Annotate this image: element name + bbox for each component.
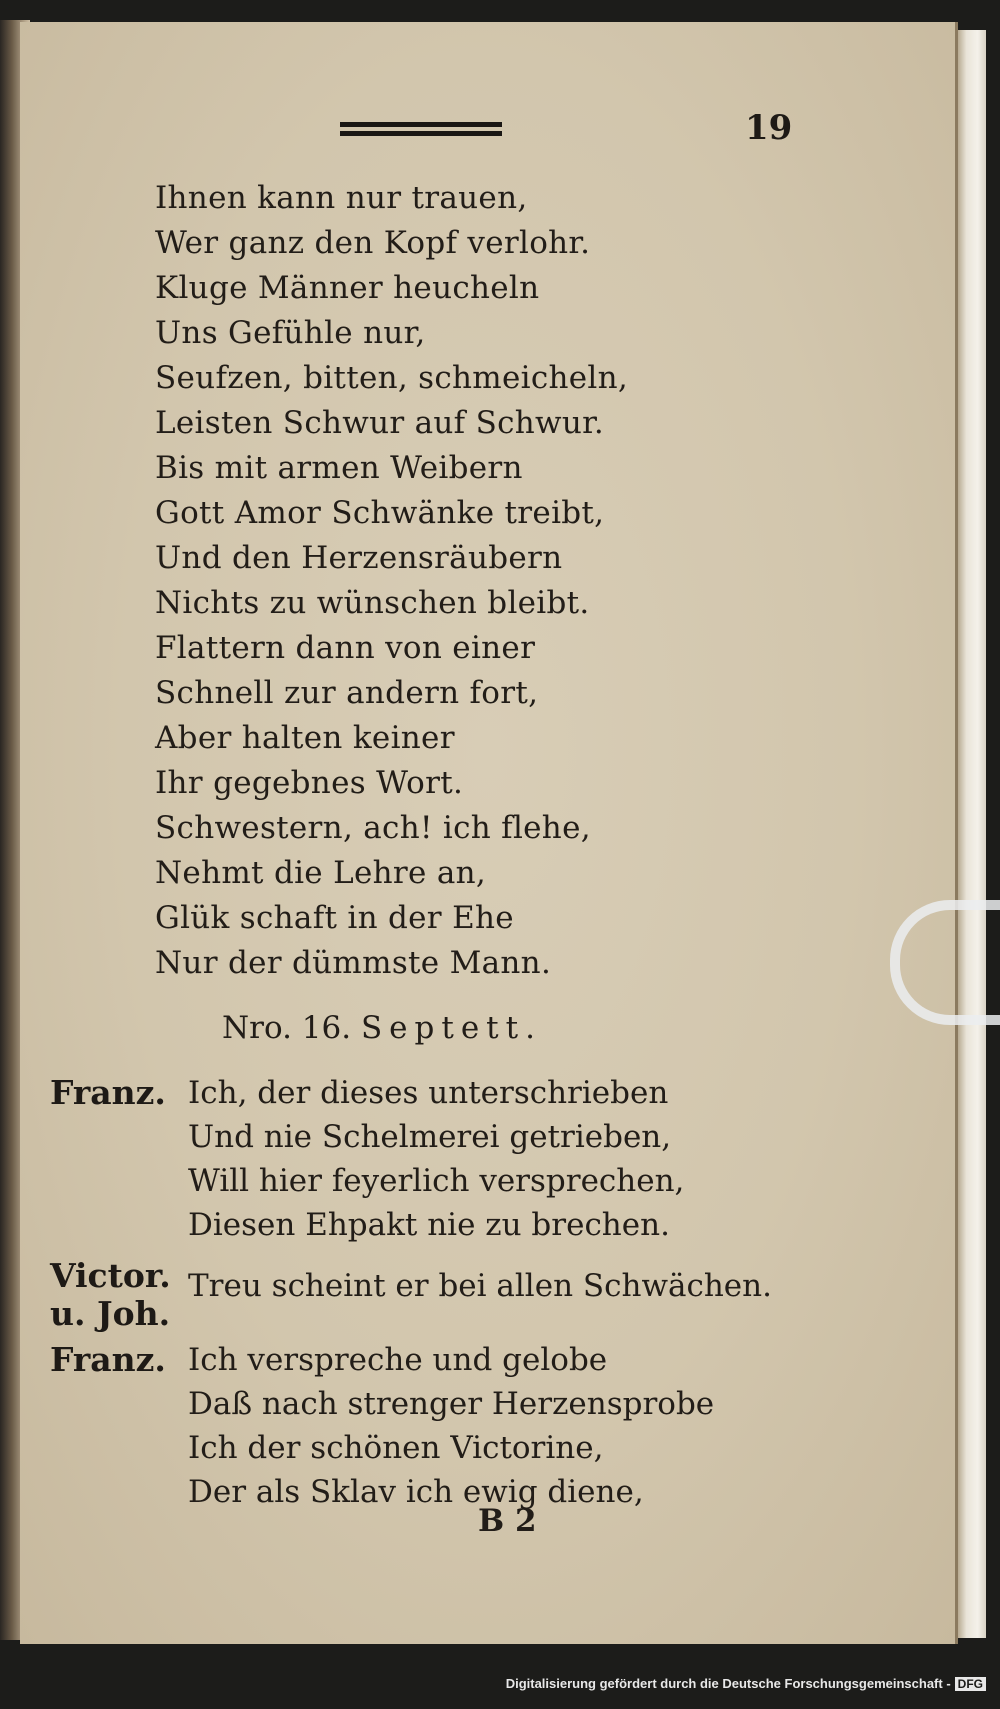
section-heading — [222, 1010, 542, 1046]
verse-line: Nichts zu wünschen bleibt. — [155, 585, 590, 621]
credit-text: Digitalisierung gefördert durch die Deutsche Forschungsgemeinschaft - — [505, 1676, 951, 1691]
verse-line: Und den Herzensräubern — [155, 540, 563, 576]
dialogue-line: Ich verspreche und gelobe — [188, 1342, 608, 1378]
verse-line: Schnell zur andern fort, — [155, 675, 539, 711]
paper-clip — [890, 900, 1000, 1025]
verse-line: Ihnen kann nur trauen, — [155, 180, 528, 216]
verse-line: Ihr gegebnes Wort. — [155, 765, 464, 801]
dialogue-line: Und nie Schelmerei getrieben, — [188, 1119, 672, 1155]
verse-line: Seufzen, bitten, schmeicheln, — [155, 360, 629, 396]
section-number: Nro. 16. — [222, 1010, 352, 1046]
verse-line: Schwestern, ach! ich flehe, — [155, 810, 591, 846]
dialogue-line: Treu scheint er bei allen Schwächen. — [188, 1268, 772, 1304]
dfg-logo: DFG — [955, 1677, 986, 1691]
digitization-credit — [0, 1676, 986, 1691]
verse-line: Nur der dümmste Mann. — [155, 945, 552, 981]
dialogue-line: Ich, der dieses unterschrieben — [188, 1075, 669, 1111]
speaker-label: Franz. — [50, 1340, 166, 1379]
verse-line: Uns Gefühle nur, — [155, 315, 426, 351]
verse-line: Leisten Schwur auf Schwur. — [155, 405, 605, 441]
verse-line: Aber halten keiner — [155, 720, 455, 756]
verse-line: Gott Amor Schwänke treibt, — [155, 495, 605, 531]
speaker-label: u. Joh. — [50, 1294, 171, 1333]
dialogue-line: Diesen Ehpakt nie zu brechen. — [188, 1207, 670, 1243]
verse-line: Nehmt die Lehre an, — [155, 855, 487, 891]
dialogue-line: Ich der schönen Victorine, — [188, 1430, 604, 1466]
page-stack-edge — [958, 30, 986, 1638]
dialogue-line: Daß nach strenger Herzensprobe — [188, 1386, 715, 1422]
page-number: 19 — [745, 108, 793, 148]
dialogue-line: Der als Sklav ich ewig diene, — [188, 1474, 644, 1510]
verse-line: Kluge Männer heucheln — [155, 270, 540, 306]
speaker-label: Victor. — [50, 1256, 171, 1295]
verse-line: Wer ganz den Kopf verlohr. — [155, 225, 591, 261]
verse-line: Glük schaft in der Ehe — [155, 900, 514, 936]
verse-block — [155, 176, 628, 986]
section-title: Septett. — [360, 1010, 542, 1046]
verse-line: Flattern dann von einer — [155, 630, 536, 666]
ornamental-rule — [340, 122, 502, 136]
verse-line: Bis mit armen Weibern — [155, 450, 523, 486]
dialogue-line: Will hier feyerlich versprechen, — [188, 1163, 685, 1199]
signature-mark: B 2 — [478, 1503, 537, 1539]
speaker-label: Franz. — [50, 1073, 166, 1112]
